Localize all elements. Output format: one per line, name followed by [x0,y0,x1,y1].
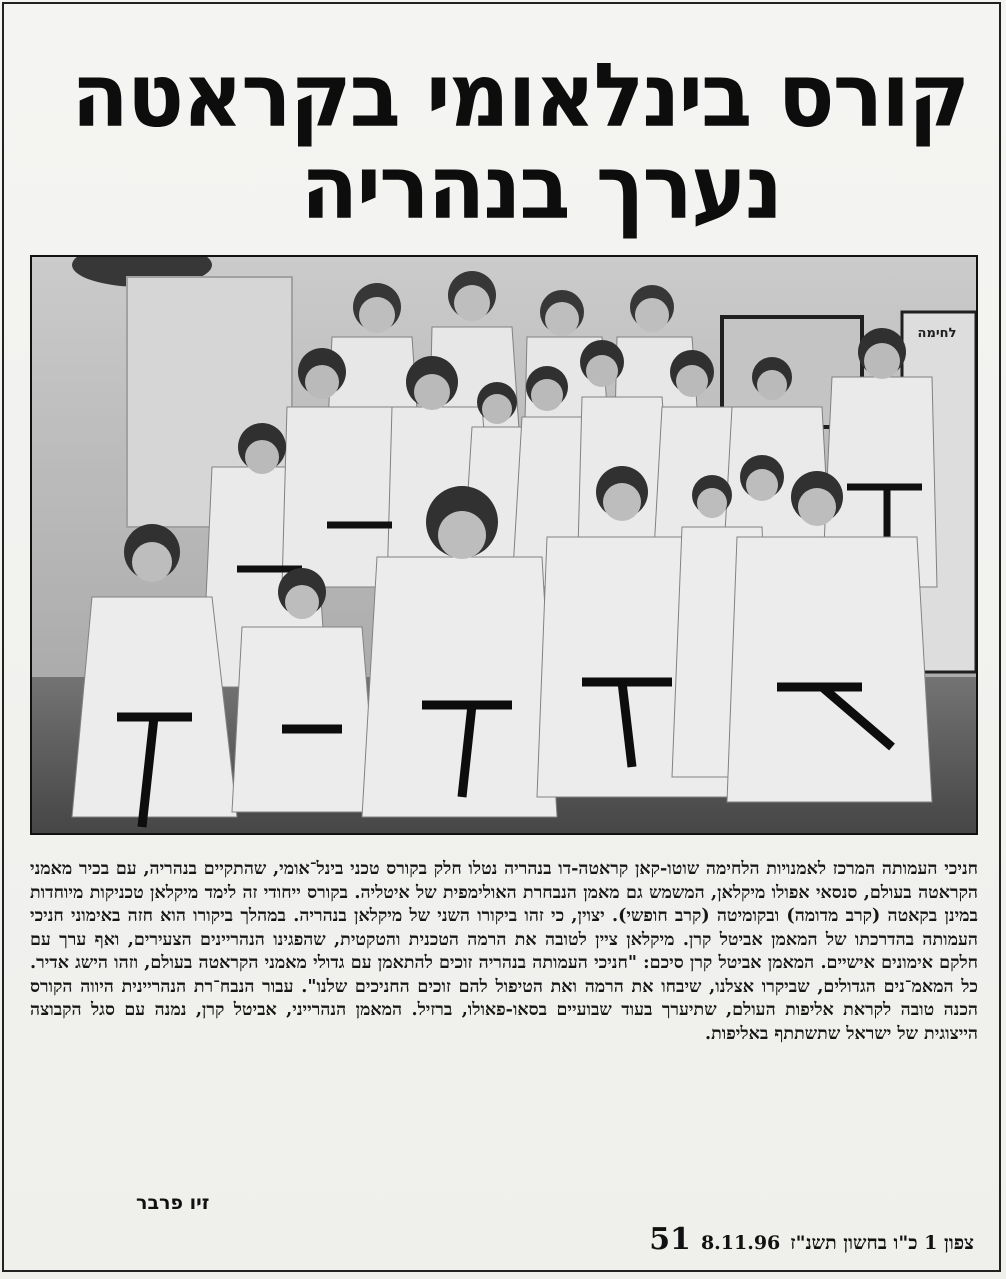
headline-line-2: נערך בנהריה [300,135,781,239]
publication-name: צפון 1 כ"ו בחשון תשנ"ז [790,1232,974,1254]
wall-sign-text: לחימה [917,326,957,341]
group-photo [30,255,978,835]
byline: זיו פרבר [136,1192,210,1214]
headline-line-1: קורס בינלאומי בקראטה [71,43,968,147]
article-body [30,858,978,1046]
page-footer [649,1222,974,1257]
page-number: 51 [649,1222,691,1257]
publication-date: 8.11.96 [700,1232,781,1254]
article-paragraph: חניכי העמותה המרכז לאמנויות הלחימה שוטו-קאן קראטה-דו בנהריה נטלו חלק בקורס טכני בינל־אומי, שהתקיים בנהריה, עם בכיר מאמני הקראטה בעולם, סנסאי אפולו מיקלאן, המשמש גם מאמן הנבחרת האולימפית של איטליה. בקורס ייחודי זה לימד מיקלאן טכניקות מיוחדות במינן בקאטה (קרב מדומה) ובקומיטה (קרב חופשי). יצוין, כי זהו ביקורו השני של מיקלאן בנהריה. במהלך ביקורו הוא חזה באימוני חניכי העמותה בהדרכתו של המאמן אביטל קרן. מיקלאן ציין לטובה את הרמה הטכנית והטקטית, שהפגינו הנהריינים הצעירים, ואף ערך עם חלקם אימונים אישיים. המאמן אביטל קרן סיכם: "חניכי העמותה בנהריה זוכים להתאמן עם גדולי מאמני הקראטה בעולם, וזהו הישג אדיר. כל המאמ־נים הגדולים, שביקרו אצלנו, שיבחו את הרמה ואת הטיפול להם זוכים החניכים שלנו". עבור הנבח־רת הנהריינית היווה הקורס הכנה טובה לקראת אליפות העולם, שתיערך בעוד שבועיים בסאו-פאולו, ברזיל. המאמן הנהרייני, אביטל קרן, נמנה עם סגל הקבוצה הייצוגית של ישראל שתשתתף באליפות. [30,859,978,1044]
